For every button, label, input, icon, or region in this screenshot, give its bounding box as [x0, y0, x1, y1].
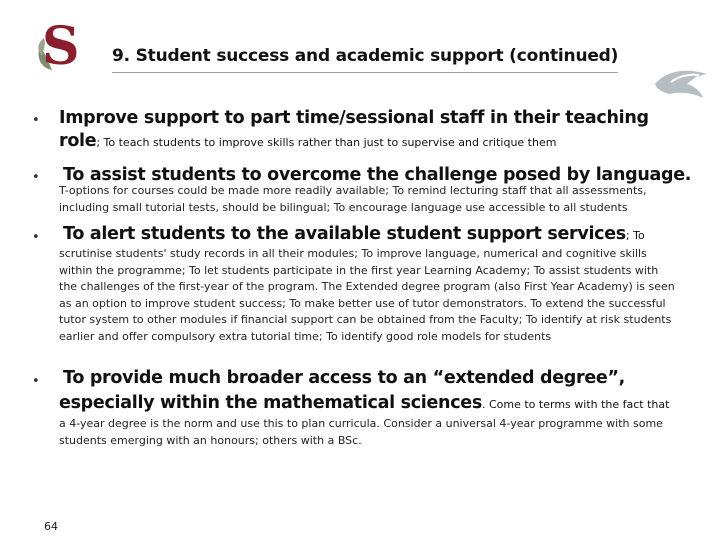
- logo-letter: S: [42, 16, 80, 74]
- bullet-heading-continued: [59, 392, 699, 416]
- bullet-icon: •: [32, 230, 40, 245]
- heading-text: role: [59, 131, 97, 151]
- bullet-heading: To provide much broader access to an “extended degree”,: [63, 368, 626, 388]
- inline-detail: ; To teach students to improve skills rather than just to supervise and critique them: [96, 136, 557, 149]
- bullet-heading: [63, 223, 703, 247]
- fish-emblem-icon: [651, 62, 711, 102]
- inline-detail: ; To: [625, 229, 645, 242]
- title-underline: [112, 72, 618, 73]
- bullet-body: scrutinise students' study records in all their modules; To improve language, numerical and cognitive skills within the programme; To let students participate in the first year Learning Academy; To assist students with the challenges of the first-year of the program. The Extended degree program (also First Year Academy) is seen as an option to improve student success; To make better use of tutor demonstrators. To extend the successful tutor system to other modules if financial support can be obtained from the Faculty; To identify at risk students earlier and offer compulsory extra tutorial time; To identify good role models for students: [59, 247, 675, 343]
- bullet-body: a 4-year degree is the norm and use this to plan curricula. Consider a universal 4-year programme with some students emerging with an honours; others with a BSc.: [59, 417, 663, 447]
- bullet-body: T-options for courses could be made more readily available; To remind lecturing staff that all assessments, including small tutorial tests, should be bilingual; To encourage language use accessible to all students: [59, 184, 647, 214]
- page-title: 9. Student success and academic support (continued): [112, 46, 619, 66]
- heading-text: To alert students to the available student support services: [63, 224, 626, 244]
- bullet-icon: •: [32, 170, 40, 185]
- heading-text: especially within the mathematical sciences: [59, 393, 482, 413]
- page-number: 64: [44, 520, 58, 533]
- bullet-heading: Improve support to part time/sessional staff in their teaching: [59, 108, 649, 128]
- bullet-icon: •: [32, 113, 40, 128]
- bullet-icon: •: [32, 374, 40, 389]
- inline-detail: . Come to terms with the fact that: [481, 398, 670, 411]
- bullet-heading-continued: [59, 130, 699, 154]
- bullet-heading: To assist students to overcome the challenge posed by language.: [63, 165, 692, 185]
- university-logo: [34, 16, 82, 74]
